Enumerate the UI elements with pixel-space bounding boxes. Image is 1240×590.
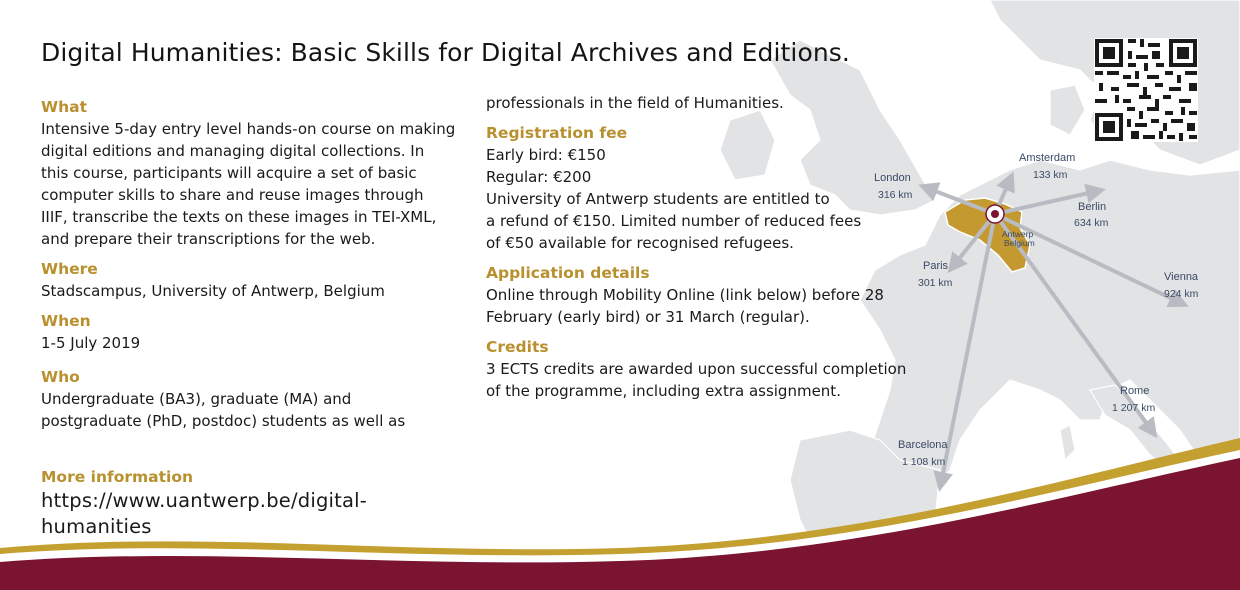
registration-line: Regular: €200 xyxy=(486,168,592,186)
who-heading: Who xyxy=(41,368,80,386)
city-distance-berlin: 634 km xyxy=(1074,217,1109,229)
what-line: IIIF, transcribe the texts on these images in TEI-XML, xyxy=(41,208,437,226)
what-line: Intensive 5-day entry level hands-on course on making xyxy=(41,120,456,138)
city-name-london: London xyxy=(874,172,911,184)
who-line: Undergraduate (BA3), graduate (MA) and xyxy=(41,390,352,408)
where-text: Stadscampus, University of Antwerp, Belgium xyxy=(41,282,385,300)
city-name-vienna: Vienna xyxy=(1164,271,1199,283)
credits-line: of the programme, including extra assignment. xyxy=(486,382,841,400)
registration-line: University of Antwerp students are entitled to xyxy=(486,190,830,208)
city-distance-barcelona: 1 108 km xyxy=(902,456,946,468)
city-distance-paris: 301 km xyxy=(918,277,953,289)
who-continuation: professionals in the field of Humanities. xyxy=(486,94,784,112)
registration-line: a refund of €150. Limited number of reduced fees xyxy=(486,212,862,230)
right-column xyxy=(486,92,916,402)
qr-code-icon xyxy=(1094,38,1198,142)
when-text: 1-5 July 2019 xyxy=(41,334,141,352)
city-distance-rome: 1 207 km xyxy=(1112,402,1156,414)
city-name-rome: Rome xyxy=(1120,385,1150,397)
hub-country: Belgium xyxy=(1004,238,1035,248)
what-line: and prepare their transcriptions for the web. xyxy=(41,230,376,248)
what-line: computer skills to share and reuse images through xyxy=(41,186,424,204)
page-title: Digital Humanities: Basic Skills for Digital Archives and Editions. xyxy=(41,38,850,67)
credits-heading: Credits xyxy=(486,338,549,356)
city-name-amsterdam: Amsterdam xyxy=(1019,152,1076,164)
application-line: Online through Mobility Online (link below) before 28 xyxy=(486,286,884,304)
city-distance-london: 316 km xyxy=(878,189,913,201)
left-column xyxy=(41,96,471,540)
registration-line: of €50 available for recognised refugees. xyxy=(486,234,794,252)
more-info-link[interactable]: https://www.uantwerp.be/digital-humanities xyxy=(41,489,367,538)
city-name-barcelona: Barcelona xyxy=(898,439,948,451)
what-line: digital editions and managing digital collections. In xyxy=(41,142,425,160)
application-heading: Application details xyxy=(486,264,650,282)
what-heading: What xyxy=(41,98,88,116)
more-info-heading: More information xyxy=(41,468,194,486)
where-heading: Where xyxy=(41,260,98,278)
credits-line: 3 ECTS credits are awarded upon successful completion xyxy=(486,360,907,378)
registration-line: Early bird: €150 xyxy=(486,146,606,164)
city-name-berlin: Berlin xyxy=(1078,201,1107,213)
city-name-paris: Paris xyxy=(923,260,949,272)
when-heading: When xyxy=(41,312,91,330)
city-distance-vienna: 924 km xyxy=(1164,288,1199,300)
what-line: this course, participants will acquire a set of basic xyxy=(41,164,417,182)
hub-name: Antwerp xyxy=(1002,229,1034,239)
who-line: postgraduate (PhD, postdoc) students as well as xyxy=(41,412,406,430)
registration-heading: Registration fee xyxy=(486,124,628,142)
city-distance-amsterdam: 133 km xyxy=(1033,169,1068,181)
application-line: February (early bird) or 31 March (regular). xyxy=(486,308,810,326)
